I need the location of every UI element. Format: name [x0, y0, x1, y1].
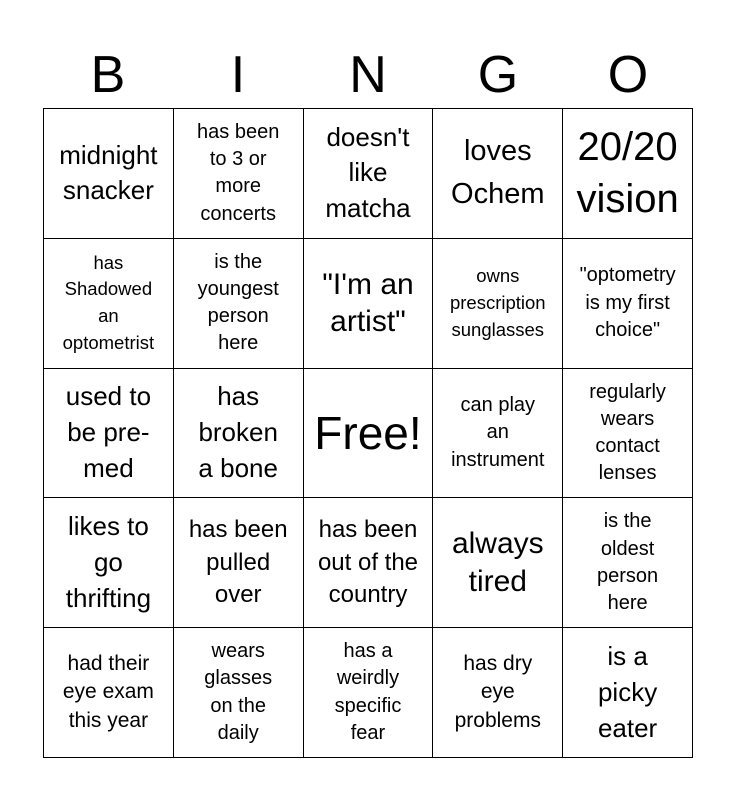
- free-space[interactable]: [304, 369, 434, 499]
- cell-text: loves Ochem: [451, 134, 545, 211]
- bingo-cell[interactable]: [174, 628, 304, 758]
- bingo-cell[interactable]: [304, 628, 434, 758]
- cell-text: has been out of the country: [317, 516, 419, 608]
- bingo-cell[interactable]: [44, 109, 174, 239]
- bingo-cell[interactable]: [174, 369, 304, 499]
- bingo-cell[interactable]: [174, 239, 304, 369]
- cell-text: had their eye exam this year: [62, 652, 154, 732]
- bingo-cell[interactable]: [433, 239, 563, 369]
- cell-text: "I'm an artist": [322, 267, 414, 339]
- bingo-cell[interactable]: [563, 498, 693, 628]
- bingo-cell[interactable]: [433, 498, 563, 628]
- bingo-cell[interactable]: [304, 498, 434, 628]
- cell-text: can play an instrument: [451, 394, 545, 471]
- cell-text: midnight snacker: [59, 139, 158, 206]
- bingo-cell[interactable]: [44, 239, 174, 369]
- bingo-cell[interactable]: [174, 109, 304, 239]
- cell-text: has Shadowed an optometrist: [62, 251, 155, 353]
- free-space-label: Free!: [314, 406, 422, 459]
- cell-text: has a weirdly specific fear: [334, 640, 402, 744]
- cell-text: is the youngest person here: [197, 250, 279, 355]
- bingo-header: [43, 42, 693, 108]
- cell-text: likes to go thrifting: [65, 510, 152, 613]
- header-letter-g: G: [477, 46, 519, 104]
- bingo-cell[interactable]: [44, 628, 174, 758]
- cell-text: wears glasses on the daily: [204, 640, 273, 744]
- cell-text: is a picky eater: [597, 640, 658, 743]
- bingo-cell[interactable]: [563, 628, 693, 758]
- bingo-cell[interactable]: [433, 369, 563, 499]
- header-letter-b: B: [90, 46, 126, 104]
- bingo-cell[interactable]: [563, 369, 693, 499]
- bingo-cell[interactable]: [433, 109, 563, 239]
- cell-text: "optometry is my first choice": [579, 264, 676, 341]
- header-letter-i: I: [230, 46, 246, 104]
- bingo-cell[interactable]: [174, 498, 304, 628]
- bingo-cell[interactable]: [433, 628, 563, 758]
- cell-text: has broken a bone: [198, 381, 278, 483]
- bingo-cell[interactable]: [563, 239, 693, 369]
- cell-text: has been to 3 or more concerts: [197, 121, 280, 225]
- bingo-cell[interactable]: [44, 498, 174, 628]
- cell-text: owns prescription sunglasses: [449, 264, 546, 340]
- bingo-cell[interactable]: [563, 109, 693, 239]
- cell-text: 20/20 vision: [576, 125, 679, 222]
- cell-text: regularly wears contact lenses: [589, 380, 666, 485]
- bingo-cell[interactable]: [304, 109, 434, 239]
- bingo-cell[interactable]: [304, 239, 434, 369]
- bingo-cell[interactable]: [44, 369, 174, 499]
- header-letter-o: O: [607, 46, 649, 104]
- cell-text: always tired: [451, 527, 544, 598]
- cell-text: doesn't like matcha: [325, 121, 411, 224]
- cell-text: is the oldest person here: [597, 510, 659, 614]
- cell-text: used to be pre- med: [65, 381, 152, 483]
- cell-text: has been pulled over: [188, 516, 288, 608]
- cell-text: has dry eye problems: [454, 652, 541, 732]
- header-letter-n: N: [349, 46, 387, 104]
- bingo-card: [43, 108, 693, 758]
